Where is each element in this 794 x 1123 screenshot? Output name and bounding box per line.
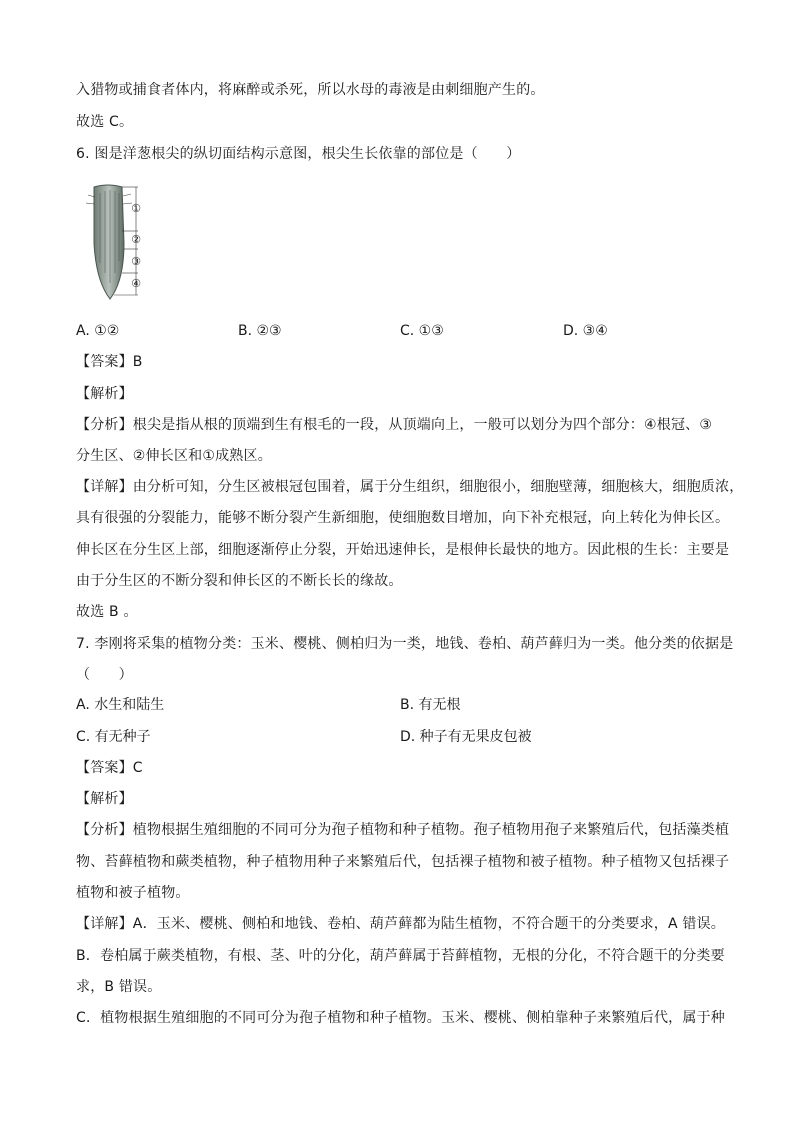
q7-option-b: B. 有无根 — [400, 697, 461, 713]
q6-option-c: C. ①③ — [400, 323, 444, 339]
q6-detail-line: 伸长区在分生区上部，细胞逐渐停止分裂，开始迅速伸长，是根伸长最快的地方。因此根的生长：主要是 — [76, 542, 730, 558]
q7-option-a: A. 水生和陆生 — [76, 697, 165, 713]
q6-detail-line: 【详解】由分析可知，分生区被根冠包围着，属于分生组织，细胞很小，细胞壁薄，细胞核大，细胞质浓， — [76, 479, 744, 495]
q7-detail-line: B．卷柏属于蕨类植物，有根、茎、叶的分化，葫芦藓属于苔藓植物，无根的分化，不符合题干的分类要 — [76, 948, 725, 964]
q6-detail-line: 具有很强的分裂能力，能够不断分裂产生新细胞，使细胞数目增加，向下补充根冠，向上转化为伸长区。 — [76, 510, 730, 526]
q7-detail-line: 【详解】A．玉米、樱桃、侧柏和地钱、卷柏、葫芦藓都为陆生植物，不符合题干的分类要求，A 错误。 — [76, 916, 726, 932]
q6-option-d: D. ③④ — [563, 323, 608, 339]
q6-detail-line: 由于分生区的不断分裂和伸长区的不断长长的缘故。 — [76, 573, 403, 589]
figure-label-3: ③ — [131, 255, 141, 268]
figure-label-2: ② — [131, 233, 141, 246]
q6-analysis-line: 分生区、②伸长区和①成熟区。 — [76, 448, 272, 464]
q7-detail-line: C．植物根据生殖细胞的不同可分为孢子植物和种子植物。玉米、樱桃、侧柏靠种子来繁殖后代，属于种 — [76, 1010, 725, 1026]
q7-answer: 【答案】C — [76, 760, 143, 776]
q7-analysis-line: 【分析】植物根据生殖细胞的不同可分为孢子植物和种子植物。孢子植物用孢子来繁殖后代，包括藻类植 — [76, 822, 730, 838]
figure-label-1: ① — [131, 202, 141, 215]
q6-option-a: A. ①② — [76, 323, 120, 339]
q7-stem: 7. 李刚将采集的植物分类：玉米、樱桃、侧柏归为一类，地钱、卷柏、葫芦藓归为一类。他分类的依据是 — [76, 636, 734, 652]
q7-option-c: C. 有无种子 — [76, 729, 151, 745]
q6-answer: 【答案】B — [76, 354, 143, 370]
root-tip-figure — [74, 183, 156, 303]
q7-option-d: D. 种子有无果皮包被 — [400, 729, 532, 745]
figure-label-4: ④ — [131, 277, 141, 290]
q6-analysis-heading: 【解析】 — [76, 386, 133, 402]
q7-stem-paren: （ ） — [76, 667, 133, 683]
q7-analysis-line: 植物和被子植物。 — [76, 885, 190, 901]
q5-tail-line: 入猎物或捕食者体内，将麻醉或杀死，所以水母的毒液是由刺细胞产生的。 — [76, 82, 545, 98]
q7-detail-line: 求，B 错误。 — [76, 979, 162, 995]
q6-conclusion: 故选 B 。 — [76, 604, 138, 620]
q6-option-b: B. ②③ — [238, 323, 282, 339]
q7-analysis-heading: 【解析】 — [76, 791, 133, 807]
q6-analysis-line: 【分析】根尖是指从根的顶端到生有根毛的一段，从顶端向上，一般可以划分为四个部分：④根冠、③ — [76, 417, 713, 433]
q6-stem: 6. 图是洋葱根尖的纵切面结构示意图，根尖生长依靠的部位是（ ） — [76, 146, 521, 162]
q5-conclusion: 故选 C。 — [76, 114, 134, 130]
q7-analysis-line: 物、苔藓植物和蕨类植物，种子植物用种子来繁殖后代，包括裸子植物和被子植物。种子植物又包括裸子 — [76, 854, 730, 870]
